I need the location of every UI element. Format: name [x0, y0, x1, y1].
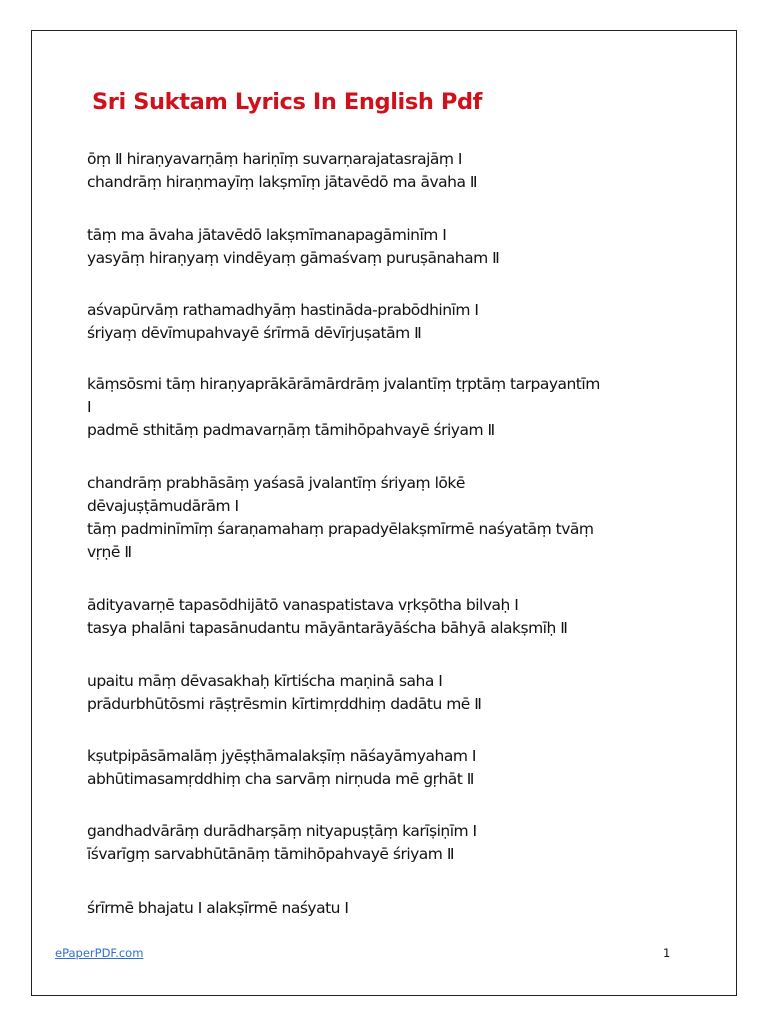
- verse-line: padmē sthitāṃ padmavarṇāṃ tāmihōpahvayē śriyam Ⅱ: [87, 421, 495, 439]
- verse-line: kāṃsōsmi tāṃ hiraṇyaprākārāmārdrāṃ jvalantīṃ tṛptāṃ tarpayantīm: [87, 375, 600, 393]
- verse-line: chandrāṃ hiraṇmayīṃ lakṣmīṃ jātavēdō ma āvaha Ⅱ: [87, 173, 478, 191]
- epaperpdf-link[interactable]: ePaperPDF.com: [55, 946, 144, 960]
- verse-line: gandhadvārāṃ durādharṣāṃ nityapuṣṭāṃ karīṣiṇīm Ⅰ: [87, 822, 477, 840]
- verse-5: [87, 472, 717, 564]
- verse-line: śriyaṃ dēvīmupahvayē śrīrmā dēvīrjuṣatām Ⅱ: [87, 324, 422, 342]
- verse-line: tāṃ ma āvaha jātavēdō lakṣmīmanapagāminīm Ⅰ: [87, 226, 447, 244]
- document-title: Sri Suktam Lyrics In English Pdf: [92, 89, 483, 115]
- verse-10: [87, 897, 717, 920]
- document-page: [31, 30, 737, 996]
- verse-line: abhūtimasamṛddhiṃ cha sarvāṃ nirṇuda mē gṛhāt Ⅱ: [87, 770, 474, 788]
- verse-8: [87, 745, 717, 791]
- verse-1: [87, 148, 717, 194]
- verse-line: dēvajuṣṭāmudārām Ⅰ: [87, 497, 239, 515]
- verse-line: kṣutpipāsāmalāṃ jyēṣṭhāmalakṣīṃ nāśayāmyaham Ⅰ: [87, 747, 476, 765]
- page-number: 1: [663, 946, 671, 960]
- verse-line: ādityavarṇē tapasōdhijātō vanaspatistava vṛkṣōtha bilvaḥ Ⅰ: [87, 596, 519, 614]
- verse-6: [87, 594, 717, 640]
- verse-line: aśvapūrvāṃ rathamadhyāṃ hastināda-prabōdhinīm Ⅰ: [87, 301, 479, 319]
- verse-line: upaitu māṃ dēvasakhaḥ kīrtiścha maṇinā saha Ⅰ: [87, 672, 443, 690]
- verse-line: vṛṇē Ⅱ: [87, 543, 132, 561]
- verse-line: ōṃ Ⅱ hiraṇyavarṇāṃ hariṇīṃ suvarṇarajatasrajāṃ Ⅰ: [87, 150, 462, 168]
- verse-7: [87, 670, 717, 716]
- verse-line: tāṃ padminīmīṃ śaraṇamahaṃ prapadyēlakṣmīrmē naśyatāṃ tvāṃ: [87, 520, 594, 538]
- verse-4: [87, 373, 717, 442]
- verse-line: Ⅰ: [87, 398, 92, 416]
- verse-3: [87, 299, 717, 345]
- verse-line: prādurbhūtōsmi rāṣṭrēsmin kīrtimṛddhiṃ dadātu mē Ⅱ: [87, 695, 482, 713]
- verse-2: [87, 224, 717, 270]
- verse-line: śrīrmē bhajatu Ⅰ alakṣīrmē naśyatu Ⅰ: [87, 899, 349, 917]
- verse-line: yasyāṃ hiraṇyaṃ vindēyaṃ gāmaśvaṃ puruṣānaham Ⅱ: [87, 249, 500, 267]
- verse-line: chandrāṃ prabhāsāṃ yaśasā jvalantīṃ śriyaṃ lōkē: [87, 474, 465, 492]
- verse-line: tasya phalāni tapasānudantu māyāntarāyāścha bāhyā alakṣmīḥ Ⅱ: [87, 619, 568, 637]
- verse-line: īśvarīgṃ sarvabhūtānāṃ tāmihōpahvayē śriyam Ⅱ: [87, 845, 454, 863]
- verse-9: [87, 820, 717, 866]
